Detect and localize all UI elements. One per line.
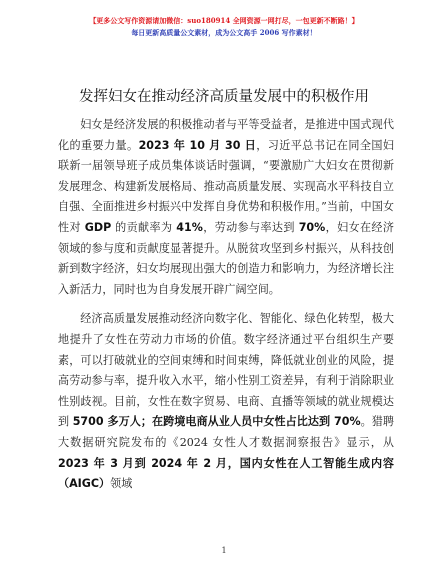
p2-highlight-period: 2023 年 3 月到 2024 年 2 月，国内女性在人工智能生成内容（AIGC） [58,456,394,491]
p1-text-c: 的贡献率为 [111,220,177,234]
banner-subtitle-line: 每日更新高质量公文素材，成为公文高手 2006 写作素材！ [131,28,317,37]
page-number: 1 [221,546,227,555]
p2-text-e: 领域 [110,477,133,491]
p2-text-a: 经济高质量发展推动经济向数字化、智能化、绿色化转型，极大地提升了女性在劳动力市场的价值。数字经济通过平台组织生产要素，可以打破就业的空间束缚和时间束缚，降低就业创业的风险，提高劳动参与率，提升收入水平，缩小性别工资差异，有利于消除职业性别歧视。目前，女性在数字贸易、电商、直播等领域的就业规模达到 [58,312,394,429]
p2-highlight-employment: 5700 多万人；在跨境电商从业人员中女性占比达到 70% [72,415,361,429]
document-title: 发挥妇女在推动经济高质量发展中的积极作用 [79,89,369,105]
p1-percent-70: 70% [298,220,326,234]
header-banner [0,16,448,37]
document-body [58,115,394,495]
p1-gdp: GDP [84,220,112,234]
banner-promo-line: 【更多公文写作资源请加微信：suo180914 全网资源一网打尽，一包更新不断路！】 [89,16,359,25]
p1-text-a: 妇女是经济发展的积极推动者与平等受益者，是推进中国式现代化的重要力量。 [58,118,394,152]
p1-date: 2023 年 10 月 30 日 [138,138,257,152]
p1-percent-41: 41% [176,220,203,234]
p2-text-c: 。猎聘大数据研究院发布的《2024 女性人才数据洞察报告》显示，从 [58,415,394,449]
paragraph-2 [58,309,394,494]
p1-text-b: ，习近平总书记在同全国妇联新一届领导班子成员集体谈话时强调，“要激励广大妇女在贯彻新发展理念、构建新发展格局、推动高质量发展、实现高水平科技自立自强、全面推进乡村振兴中发挥自身优势和积极作用。”当前，中国女性对 [58,138,394,234]
p1-text-e: ，妇女在经济领域的参与度和贡献度显著提升。从脱贫攻坚到乡村振兴，从科技创新到数字经济，妇女均展现出强大的创造力和影响力，为经济增长注入新活力，同时也为自身发展开辟广阔空间。 [58,220,394,296]
paragraph-1 [58,115,394,300]
p1-text-d: ，劳动参与率达到 [202,220,299,234]
